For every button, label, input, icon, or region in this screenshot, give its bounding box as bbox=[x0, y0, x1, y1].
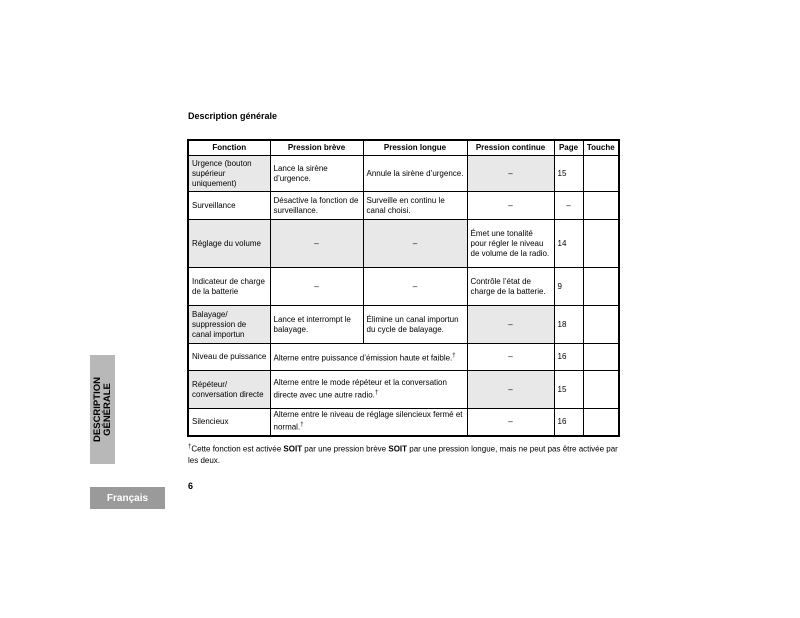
cell-fonction: Surveillance bbox=[188, 192, 270, 220]
cell-longue: Élimine un canal importun du cycle de balayage. bbox=[363, 306, 467, 344]
combined-text: Alterne entre le mode répéteur et la conversation directe avec une autre radio. bbox=[273, 378, 447, 400]
cell-continue: Émet une tonalité pour régler le niveau de volume de la radio. bbox=[467, 220, 554, 268]
cell-touche bbox=[583, 344, 619, 371]
cell-fonction: Urgence (bouton supérieur uniquement) bbox=[188, 156, 270, 192]
footnote-dagger: † bbox=[188, 444, 192, 450]
dagger-mark: † bbox=[374, 390, 379, 397]
header-pression-longue: Pression longue bbox=[363, 140, 467, 156]
table-row bbox=[188, 306, 619, 344]
footnote-text-2: par une pression brève bbox=[302, 444, 389, 454]
combined-text: Alterne entre puissance d’émission haute et faible. bbox=[273, 353, 453, 363]
header-page: Page bbox=[554, 140, 583, 156]
cell-longue: Annule la sirène d’urgence. bbox=[363, 156, 467, 192]
table-header-row bbox=[188, 140, 619, 156]
cell-breve: – bbox=[270, 268, 363, 306]
table-row bbox=[188, 192, 619, 220]
dagger-mark: † bbox=[452, 352, 456, 359]
table-row bbox=[188, 156, 619, 192]
header-pression-continue: Pression continue bbox=[467, 140, 554, 156]
cell-page: 16 bbox=[554, 344, 583, 371]
section-side-tab bbox=[90, 355, 115, 464]
cell-touche bbox=[583, 306, 619, 344]
cell-fonction: Niveau de puissance bbox=[188, 344, 270, 371]
table-row bbox=[188, 220, 619, 268]
cell-breve: Désactive la fonction de surveillance. bbox=[270, 192, 363, 220]
header-touche: Touche bbox=[583, 140, 619, 156]
cell-touche bbox=[583, 156, 619, 192]
cell-combined bbox=[270, 344, 467, 371]
table-row bbox=[188, 344, 619, 371]
cell-fonction: Balayage/ suppression de canal importun bbox=[188, 306, 270, 344]
cell-touche bbox=[583, 192, 619, 220]
cell-breve: Lance et interrompt le balayage. bbox=[270, 306, 363, 344]
cell-combined bbox=[270, 371, 467, 409]
cell-continue: – bbox=[467, 344, 554, 371]
page-number: 6 bbox=[188, 481, 194, 491]
side-tab-label bbox=[90, 355, 115, 464]
cell-breve: Lance la sirène d’urgence. bbox=[270, 156, 363, 192]
header-fonction: Fonction bbox=[188, 140, 270, 156]
cell-page: 16 bbox=[554, 409, 583, 436]
side-tab-line-1: DESCRIPTION bbox=[91, 377, 103, 442]
cell-breve: – bbox=[270, 220, 363, 268]
function-table bbox=[187, 139, 620, 437]
cell-longue: – bbox=[363, 268, 467, 306]
combined-text: Alterne entre le niveau de réglage silencieux fermé et normal. bbox=[273, 410, 463, 433]
cell-fonction: Indicateur de charge de la batterie bbox=[188, 268, 270, 306]
dagger-mark: † bbox=[300, 422, 304, 429]
cell-touche bbox=[583, 220, 619, 268]
cell-page: 9 bbox=[554, 268, 583, 306]
cell-page: 18 bbox=[554, 306, 583, 344]
footnote-emphasis-1: SOIT bbox=[283, 444, 303, 454]
header-pression-breve: Pression brève bbox=[270, 140, 363, 156]
table-row bbox=[188, 409, 619, 436]
cell-continue: – bbox=[467, 409, 554, 436]
cell-continue: – bbox=[467, 306, 554, 344]
cell-fonction: Répéteur/ conversation directe bbox=[188, 371, 270, 409]
cell-touche bbox=[583, 409, 619, 436]
cell-page: 15 bbox=[554, 371, 583, 409]
cell-page: 15 bbox=[554, 156, 583, 192]
language-tab: Français bbox=[90, 487, 165, 509]
cell-longue: Surveille en continu le canal choisi. bbox=[363, 192, 467, 220]
table-row bbox=[188, 268, 619, 306]
footnote-text-1: Cette fonction est activée bbox=[191, 444, 284, 454]
cell-continue: – bbox=[467, 156, 554, 192]
cell-longue: – bbox=[363, 220, 467, 268]
section-heading: Description générale bbox=[188, 111, 278, 121]
cell-touche bbox=[583, 268, 619, 306]
cell-page: – bbox=[554, 192, 583, 220]
cell-fonction: Silencieux bbox=[188, 409, 270, 436]
side-tab-line-2: GÉNÉRALE bbox=[101, 383, 113, 436]
footnote-emphasis-2: SOIT bbox=[388, 444, 408, 454]
cell-continue: – bbox=[467, 192, 554, 220]
footnote-text-3: par une pression longue, mais ne peut pas être activée par les deux. bbox=[188, 444, 618, 465]
cell-continue: – bbox=[467, 371, 554, 409]
cell-fonction: Réglage du volume bbox=[188, 220, 270, 268]
cell-combined bbox=[270, 409, 467, 436]
cell-page: 14 bbox=[554, 220, 583, 268]
cell-touche bbox=[583, 371, 619, 409]
footnote bbox=[188, 442, 618, 466]
cell-continue: Contrôle l’état de charge de la batterie. bbox=[467, 268, 554, 306]
table-row bbox=[188, 371, 619, 409]
